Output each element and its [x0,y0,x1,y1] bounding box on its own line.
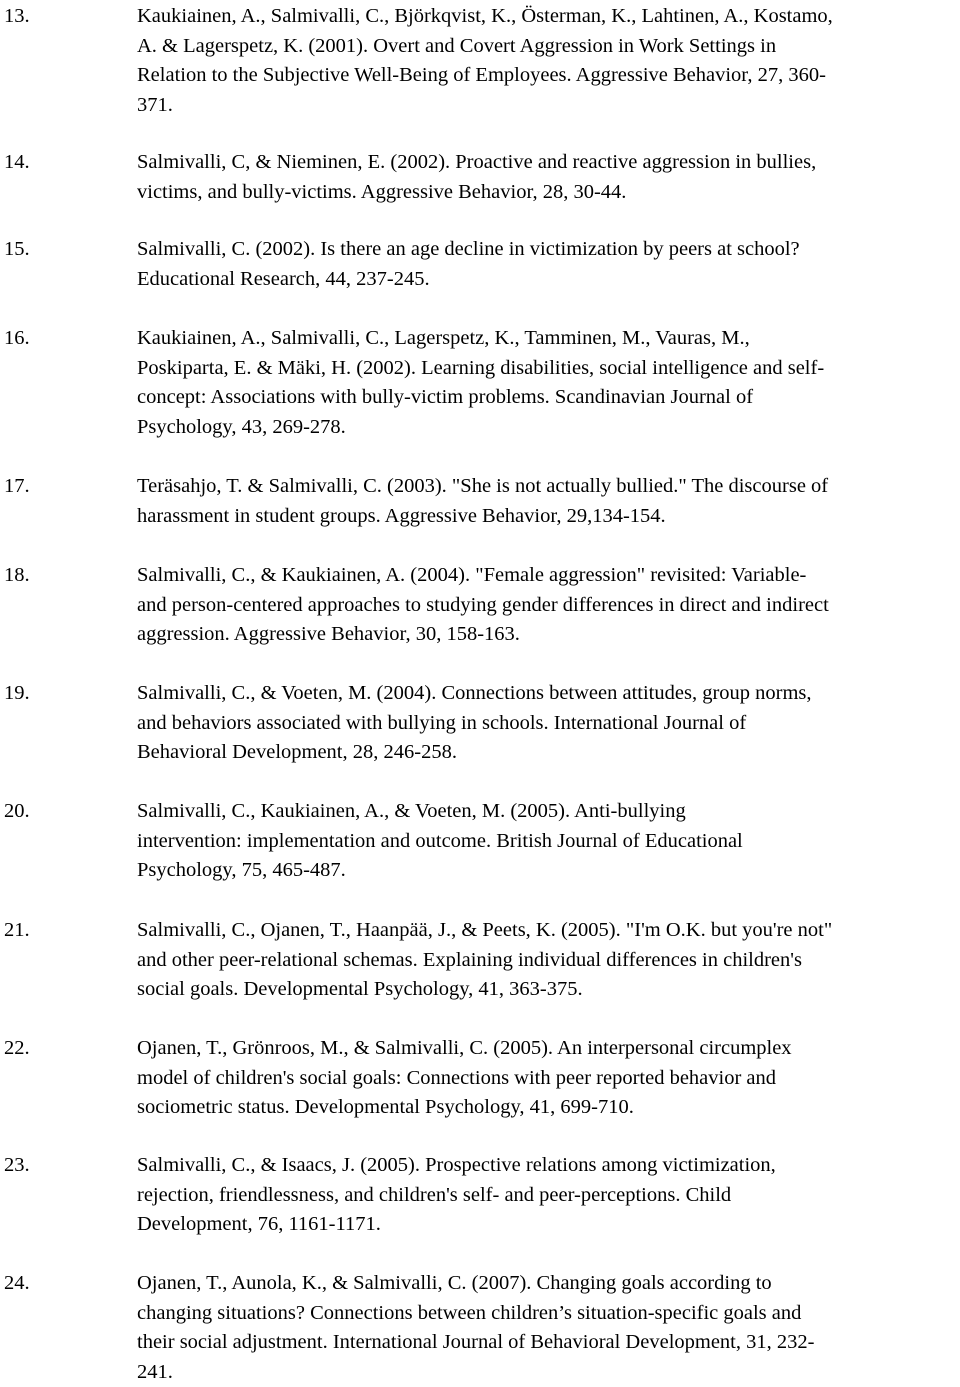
reference-number: 21. [4,919,30,941]
reference-text: Salmivalli, C., & Voeten, M. (2004). Connections between attitudes, group norms, and behaviors associated with bullying in schools. International Journal of Behavioral Development, 28, 246-258. [137,682,812,763]
reference-text: Salmivalli, C. (2002). Is there an age decline in victimization by peers at school? Educational Research, 44, 237-245. [137,238,800,290]
reference-number: 18. [4,564,30,586]
reference-number: 14. [4,151,30,173]
reference-text: Salmivalli, C., Kaukiainen, A., & Voeten, M. (2005). Anti-bullying intervention: implementation and outcome. British Journal of Educational Psychology, 75, 465-487. [137,800,743,881]
reference-text: Teräsahjo, T. & Salmivalli, C. (2003). "She is not actually bullied." The discourse of harassment in student groups. Aggressive Behavior, 29,134-154. [137,475,829,527]
reference-number: 16. [4,327,30,349]
reference-text: Salmivalli, C., Ojanen, T., Haanpää, J., & Peets, K. (2005). "I'm O.K. but you're not" and other peer-relational schemas. Explaining individual differences in children's social goals. Developmental Psychology, 41, 363-375. [137,919,833,1000]
reference-text: Kaukiainen, A., Salmivalli, C., Lagerspetz, K., Tamminen, M., Vauras, M., Poskiparta, E. & Mäki, H. (2002). Learning disabilities, social intelligence and self- concept: Associations with bully-victim problems. Scandinavian Journal of Psychology, 43, 269-278. [137,327,825,438]
reference-number: 13. [4,5,30,27]
reference-number: 15. [4,238,30,260]
reference-text: Ojanen, T., Grönroos, M., & Salmivalli, C. (2005). An interpersonal circumplex model of children's social goals: Connections with peer reported behavior and sociometric status. Developmental Psychology, 41, 699-710. [137,1037,792,1118]
reference-number: 24. [4,1272,30,1294]
reference-number: 17. [4,475,30,497]
reference-number: 23. [4,1154,30,1176]
reference-text: Ojanen, T., Aunola, K., & Salmivalli, C. (2007). Changing goals according to changing situations? Connections between children’s situation-specific goals and their social adjustment. International Journal of Behavioral Development, 31, 232- 241. [137,1272,815,1383]
reference-number: 20. [4,800,30,822]
reference-number: 19. [4,682,30,704]
reference-number: 22. [4,1037,30,1059]
reference-text: Salmivalli, C., & Kaukiainen, A. (2004). "Female aggression" revisited: Variable- and person-centered approaches to studying gender differences in direct and indirect aggression. Aggressive Behavior, 30, 158-163. [137,564,829,645]
reference-text: Salmivalli, C, & Nieminen, E. (2002). Proactive and reactive aggression in bullies, victims, and bully-victims. Aggressive Behavior, 28, 30-44. [137,151,817,203]
reference-text: Salmivalli, C., & Isaacs, J. (2005). Prospective relations among victimization, rejection, friendlessness, and children's self- and peer-perceptions. Child Development, 76, 1161-1171. [137,1154,776,1235]
reference-text: Kaukiainen, A., Salmivalli, C., Björkqvist, K., Österman, K., Lahtinen, A., Kostamo, A. & Lagerspetz, K. (2001). Overt and Covert Aggression in Work Settings in Relation to the Subjective Well-Being of Employees. Aggressive Behavior, 27, 360- 371. [137,5,833,116]
